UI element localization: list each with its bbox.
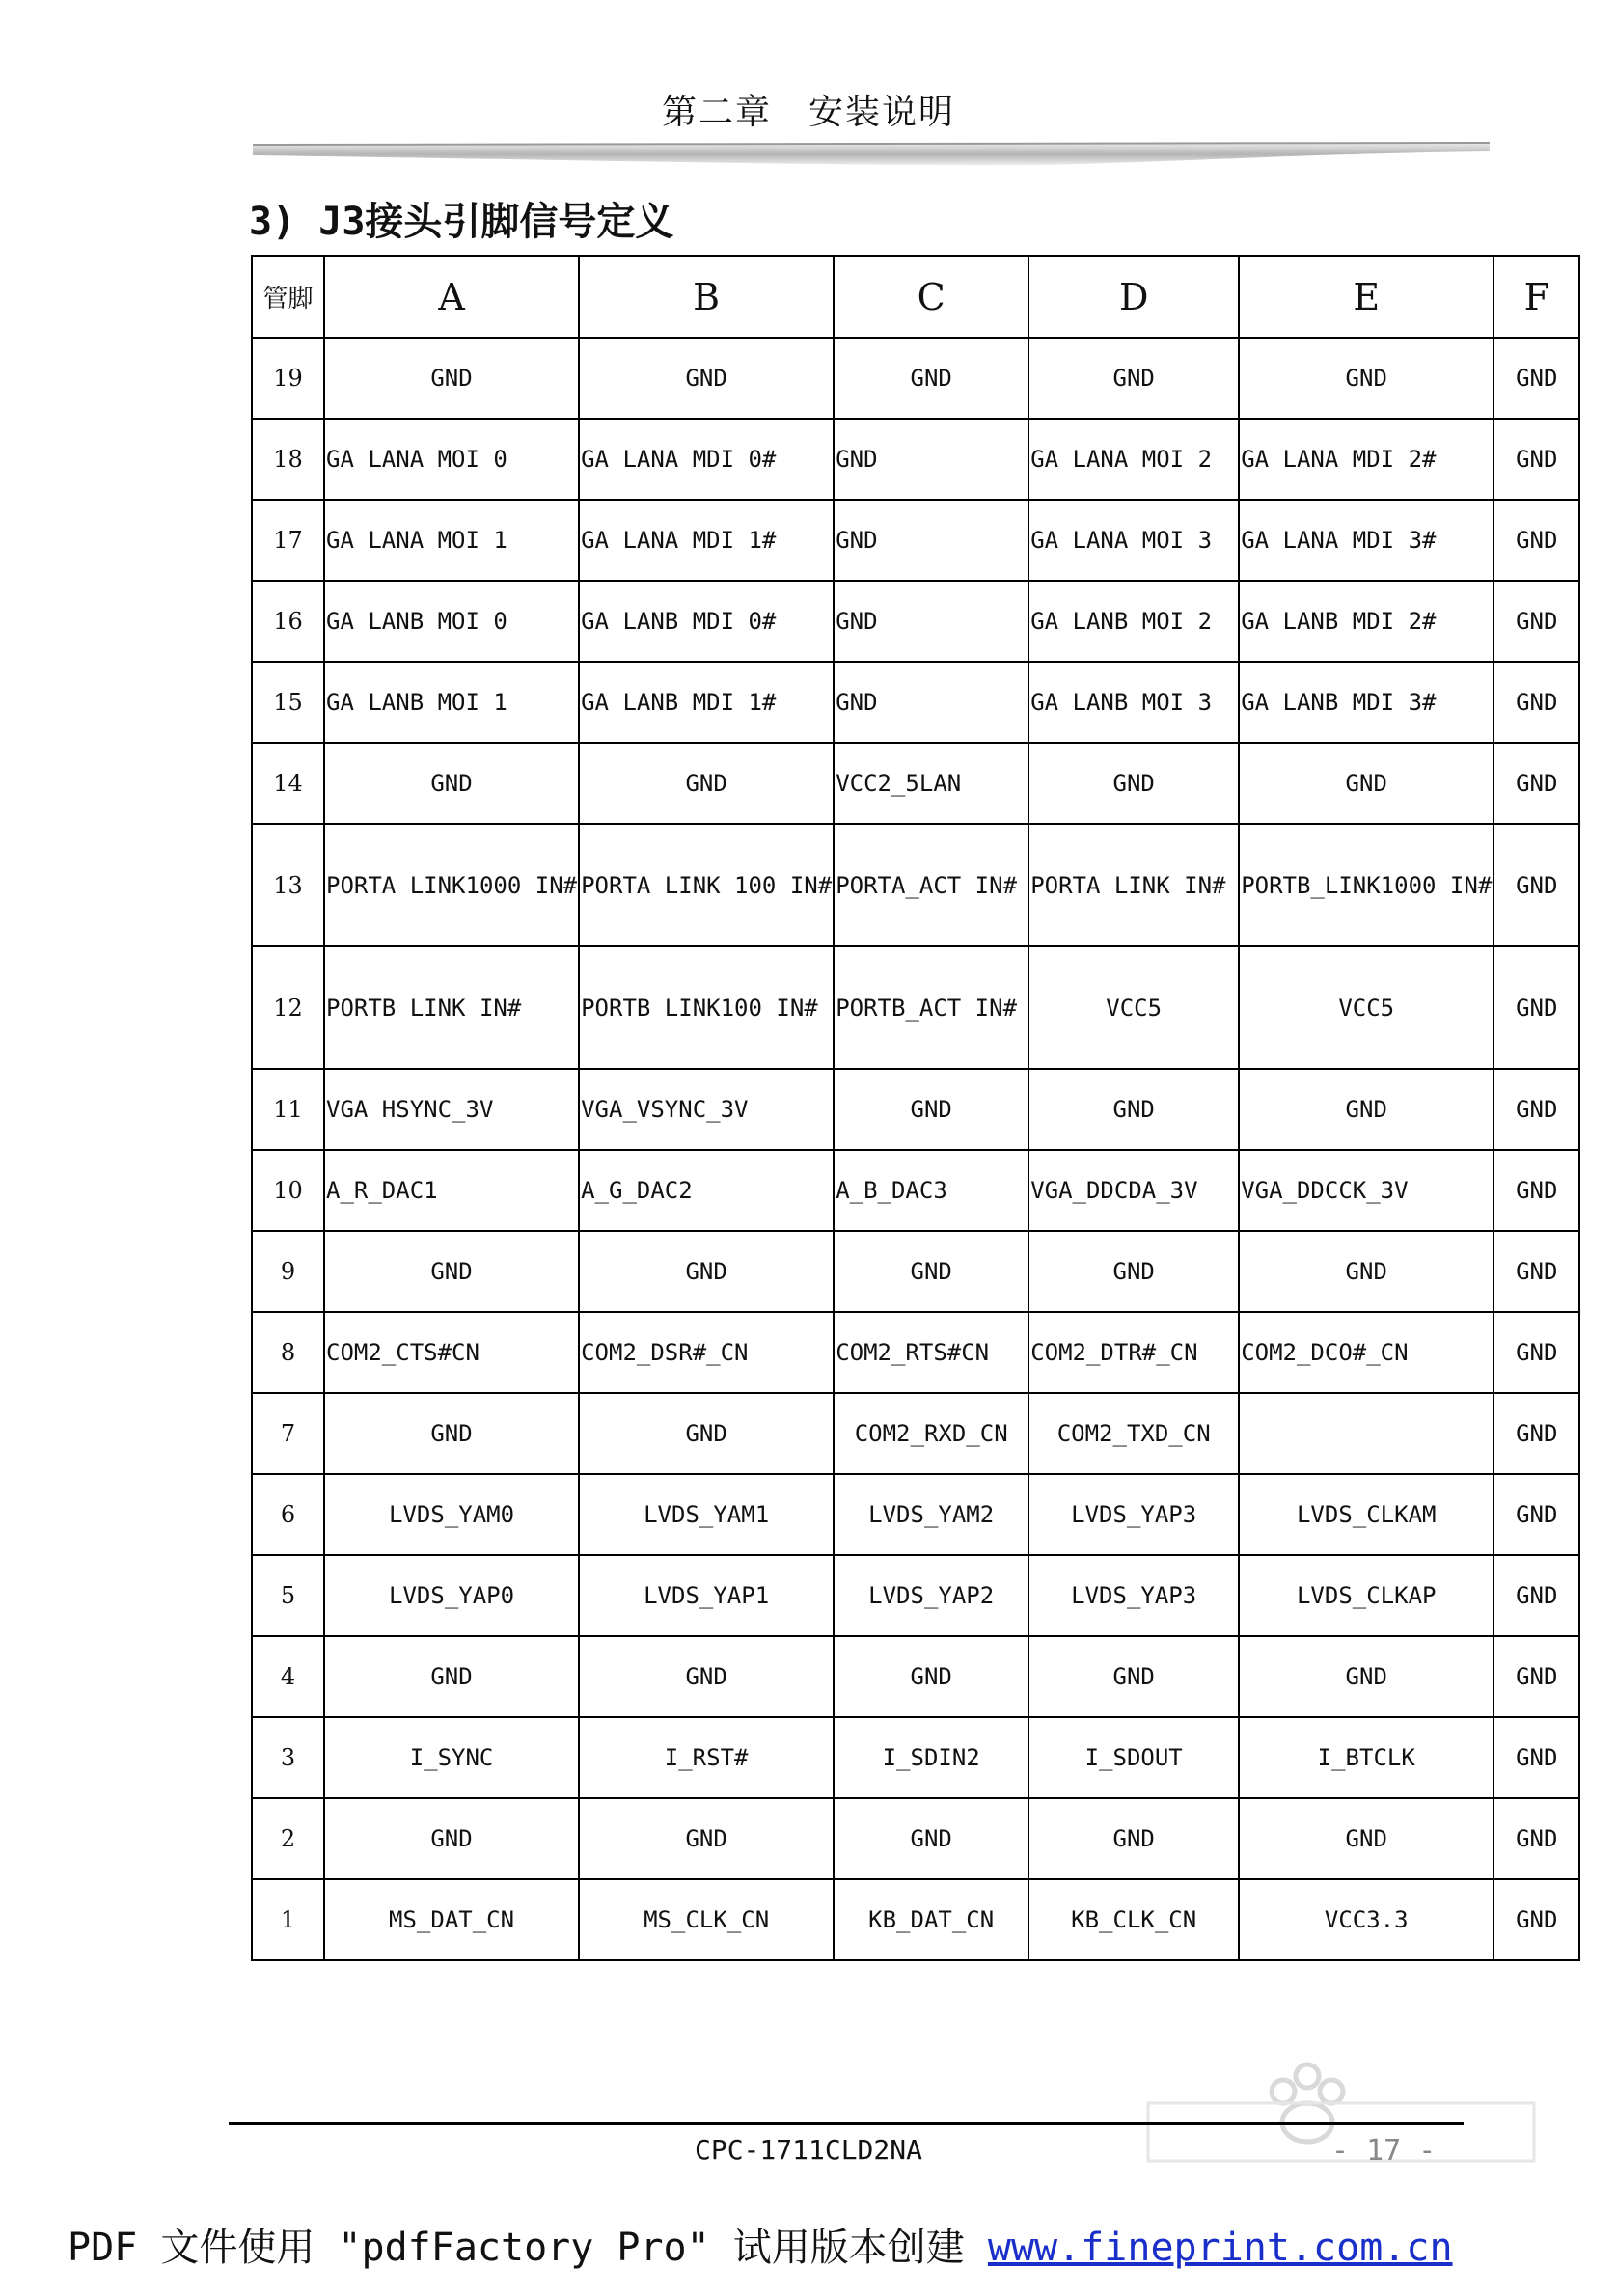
table-cell: VGA HSYNC_3V (324, 1069, 579, 1150)
table-cell: GND (834, 338, 1028, 419)
table-cell: VGA_DDCCK_3V (1239, 1150, 1494, 1231)
table-cell: PORTB_LINK1000 IN# (1239, 824, 1494, 946)
table-cell: GND (834, 662, 1028, 743)
table-cell: GND (834, 419, 1028, 500)
table-cell: GND (1028, 1798, 1239, 1879)
table-cell: GND (834, 1636, 1028, 1717)
table-cell: GND (1494, 1069, 1579, 1150)
table-row (252, 1150, 1579, 1231)
table-cell: KB_CLK_CN (1028, 1879, 1239, 1960)
table-cell: COM2_CTS#CN (324, 1312, 579, 1393)
table-row (252, 500, 1579, 581)
table-cell: GA LANA MOI 0 (324, 419, 579, 500)
table-row (252, 946, 1579, 1069)
table-cell: A_G_DAC2 (579, 1150, 834, 1231)
table-row (252, 1798, 1579, 1879)
table-cell: A_R_DAC1 (324, 1150, 579, 1231)
table-cell: LVDS_YAM2 (834, 1474, 1028, 1555)
pin-number: 1 (252, 1879, 324, 1960)
table-cell: GND (324, 338, 579, 419)
table-cell: I_SDOUT (1028, 1717, 1239, 1798)
table-cell: VCC5 (1028, 946, 1239, 1069)
table-cell: GND (1239, 1231, 1494, 1312)
table-cell: I_RST# (579, 1717, 834, 1798)
table-cell: GND (1494, 662, 1579, 743)
pin-number: 10 (252, 1150, 324, 1231)
table-cell: I_BTCLK (1239, 1717, 1494, 1798)
header-col-a: A (324, 256, 579, 338)
table-cell: MS_DAT_CN (324, 1879, 579, 1960)
table-cell: LVDS_CLKAM (1239, 1474, 1494, 1555)
header-col-c: C (834, 256, 1028, 338)
pdf-notice-text: PDF 文件使用 "pdfFactory Pro" 试用版本创建 (68, 2226, 988, 2270)
table-cell: GA LANA MOI 2 (1028, 419, 1239, 500)
table-cell: LVDS_YAP3 (1028, 1474, 1239, 1555)
table-cell: GA LANB MDI 1# (579, 662, 834, 743)
pin-table (251, 255, 1580, 1961)
table-row (252, 419, 1579, 500)
table-cell: GND (834, 1069, 1028, 1150)
table-cell: GND (834, 500, 1028, 581)
section-title: 3) J3接头引脚信号定义 (249, 200, 674, 244)
table-cell: GND (1494, 1555, 1579, 1636)
pin-number: 9 (252, 1231, 324, 1312)
table-cell: GND (1028, 743, 1239, 824)
table-cell: PORTA LINK1000 IN# (324, 824, 579, 946)
pin-number: 3 (252, 1717, 324, 1798)
table-cell: GND (1494, 1393, 1579, 1474)
pin-number: 17 (252, 500, 324, 581)
table-cell: COM2_TXD_CN (1028, 1393, 1239, 1474)
table-cell (1239, 1393, 1494, 1474)
table-cell: GA LANB MOI 0 (324, 581, 579, 662)
table-cell: COM2_RXD_CN (834, 1393, 1028, 1474)
table-row (252, 662, 1579, 743)
table-cell: LVDS_CLKAP (1239, 1555, 1494, 1636)
table-cell: GND (1494, 1231, 1579, 1312)
pin-number: 2 (252, 1798, 324, 1879)
table-cell: GA LANA MOI 3 (1028, 500, 1239, 581)
table-cell: PORTA LINK IN# (1028, 824, 1239, 946)
table-cell: I_SYNC (324, 1717, 579, 1798)
footer-model: CPC-1711CLD2NA (694, 2134, 922, 2166)
table-row (252, 1312, 1579, 1393)
table-row (252, 581, 1579, 662)
table-cell: MS_CLK_CN (579, 1879, 834, 1960)
table-cell: GND (1494, 824, 1579, 946)
table-row (252, 1717, 1579, 1798)
table-cell: GND (579, 1636, 834, 1717)
table-cell: COM2_RTS#CN (834, 1312, 1028, 1393)
table-cell: COM2_DCO#_CN (1239, 1312, 1494, 1393)
pin-number: 18 (252, 419, 324, 500)
pin-number: 16 (252, 581, 324, 662)
table-cell: GND (1494, 581, 1579, 662)
table-cell: VGA_DDCDA_3V (1028, 1150, 1239, 1231)
table-cell: GND (1239, 1069, 1494, 1150)
pin-number: 7 (252, 1393, 324, 1474)
table-cell: GND (324, 1231, 579, 1312)
table-cell: GND (1028, 1069, 1239, 1150)
table-cell: GND (1239, 1636, 1494, 1717)
pin-number: 8 (252, 1312, 324, 1393)
pin-number: 5 (252, 1555, 324, 1636)
table-cell: GND (1239, 338, 1494, 419)
table-cell: GND (579, 1393, 834, 1474)
table-cell: GA LANA MDI 2# (1239, 419, 1494, 500)
table-cell: GA LANB MDI 2# (1239, 581, 1494, 662)
pin-number: 15 (252, 662, 324, 743)
pin-number: 4 (252, 1636, 324, 1717)
chapter-header: 第二章 安装说明 (661, 93, 955, 132)
table-cell: GND (1494, 1717, 1579, 1798)
page-number: - 17 - (1331, 2134, 1437, 2168)
table-cell: GA LANB MDI 3# (1239, 662, 1494, 743)
table-cell: VCC3.3 (1239, 1879, 1494, 1960)
table-cell: GND (1239, 743, 1494, 824)
table-row (252, 1879, 1579, 1960)
table-cell: GA LANB MOI 2 (1028, 581, 1239, 662)
header-pin: 管脚 (252, 256, 324, 338)
table-cell: KB_DAT_CN (834, 1879, 1028, 1960)
table-cell: PORTA_ACT IN# (834, 824, 1028, 946)
table-cell: PORTB_ACT IN# (834, 946, 1028, 1069)
table-cell: GA LANA MDI 0# (579, 419, 834, 500)
table-cell: GND (1494, 1150, 1579, 1231)
table-header-row (252, 256, 1579, 338)
table-cell: GND (1494, 1312, 1579, 1393)
table-cell: COM2_DTR#_CN (1028, 1312, 1239, 1393)
header-col-d: D (1028, 256, 1239, 338)
header-col-b: B (579, 256, 834, 338)
table-cell: GND (1028, 1231, 1239, 1312)
footer-rule (229, 2122, 1464, 2125)
table-cell: GND (1028, 1636, 1239, 1717)
table-cell: GND (324, 1393, 579, 1474)
table-cell: GND (1494, 1798, 1579, 1879)
table-cell: GA LANB MOI 3 (1028, 662, 1239, 743)
table-row (252, 1555, 1579, 1636)
table-row (252, 1474, 1579, 1555)
table-row (252, 1069, 1579, 1150)
header-col-e: E (1239, 256, 1494, 338)
table-cell: GND (579, 338, 834, 419)
table-cell: GND (1494, 1636, 1579, 1717)
table-cell: GA LANB MOI 1 (324, 662, 579, 743)
table-cell: GND (579, 1231, 834, 1312)
table-cell: GA LANA MOI 1 (324, 500, 579, 581)
table-cell: PORTA LINK 100 IN# (579, 824, 834, 946)
table-cell: GND (1494, 1474, 1579, 1555)
pin-number: 6 (252, 1474, 324, 1555)
table-cell: GA LANB MDI 0# (579, 581, 834, 662)
table-row (252, 743, 1579, 824)
table-cell: LVDS_YAM1 (579, 1474, 834, 1555)
table-cell: GND (324, 1798, 579, 1879)
header-col-f: F (1494, 256, 1579, 338)
pin-number: 13 (252, 824, 324, 946)
table-cell: LVDS_YAP1 (579, 1555, 834, 1636)
pin-number: 12 (252, 946, 324, 1069)
table-cell: GND (1494, 1879, 1579, 1960)
pdf-notice (68, 2217, 1453, 2272)
table-cell: GND (834, 581, 1028, 662)
table-cell: GND (834, 1798, 1028, 1879)
table-cell: PORTB LINK IN# (324, 946, 579, 1069)
table-cell: LVDS_YAP2 (834, 1555, 1028, 1636)
header-rule (253, 140, 1490, 169)
table-cell: GND (579, 1798, 834, 1879)
table-cell: GND (1028, 338, 1239, 419)
table-cell: A_B_DAC3 (834, 1150, 1028, 1231)
table-cell: PORTB LINK100 IN# (579, 946, 834, 1069)
table-row (252, 1231, 1579, 1312)
table-cell: GND (324, 1636, 579, 1717)
table-cell: VCC5 (1239, 946, 1494, 1069)
table-cell: GA LANA MDI 1# (579, 500, 834, 581)
table-cell: GND (834, 1231, 1028, 1312)
table-cell: I_SDIN2 (834, 1717, 1028, 1798)
fineprint-link[interactable]: www.fineprint.com.cn (987, 2226, 1453, 2270)
table-cell: VCC2_5LAN (834, 743, 1028, 824)
table-row (252, 1636, 1579, 1717)
table-cell: GND (1494, 338, 1579, 419)
table-row (252, 824, 1579, 946)
table-row (252, 338, 1579, 419)
pin-number: 19 (252, 338, 324, 419)
table-cell: LVDS_YAP0 (324, 1555, 579, 1636)
table-row (252, 1393, 1579, 1474)
table-cell: LVDS_YAM0 (324, 1474, 579, 1555)
table-cell: GND (1494, 500, 1579, 581)
table-cell: GND (1494, 946, 1579, 1069)
table-cell: LVDS_YAP3 (1028, 1555, 1239, 1636)
table-cell: COM2_DSR#_CN (579, 1312, 834, 1393)
table-cell: GND (1494, 743, 1579, 824)
table-cell: GND (1239, 1798, 1494, 1879)
pin-number: 11 (252, 1069, 324, 1150)
table-cell: GND (324, 743, 579, 824)
table-cell: GA LANA MDI 3# (1239, 500, 1494, 581)
table-cell: VGA_VSYNC_3V (579, 1069, 834, 1150)
table-cell: GND (1494, 419, 1579, 500)
table-cell: GND (579, 743, 834, 824)
pin-number: 14 (252, 743, 324, 824)
